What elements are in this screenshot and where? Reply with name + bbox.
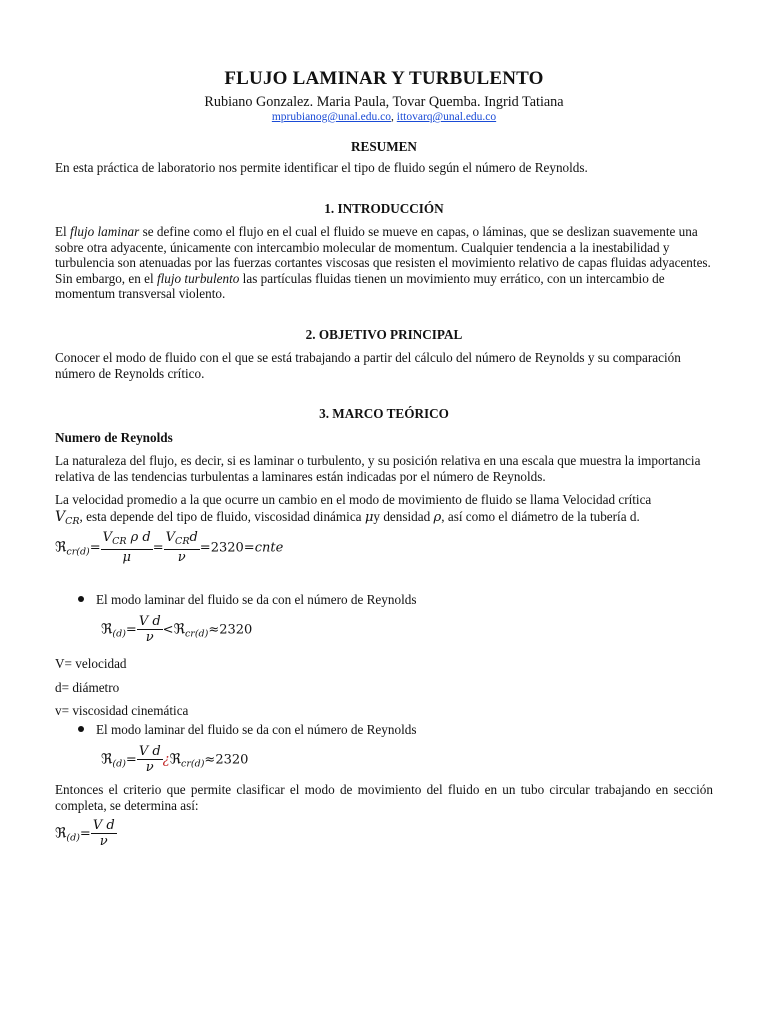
var-velocidad: V= velocidad (55, 656, 127, 671)
equation-reynolds-critical: ℜ$_{cr(d)}$= $\frac{V_{CR} \rho d}{\mu}$ = $\frac{V_{CR}d}{\nu}$ =2320=cnte (55, 530, 284, 565)
var-viscosidad: v= viscosidad cinemática (55, 703, 189, 718)
email-link-1[interactable]: mprubianog@unal.edu.co (271, 111, 392, 123)
paper-authors: Rubiano Gonzalez. Maria Paula, Tovar Quemba. Ingrid Tatiana (204, 94, 564, 110)
intro-paragraph: El flujo laminar se define como el flujo en el cual el fluido se mueve en capas, o láminas, que se deslizan suavemente una sobre otra adyacente, únicamente con intercambio molecular de momentum. Cualquier tendencia a la inestabilidad y turbulencia son atenuadas por las fuerzas cortantes viscosas que resisten el movimiento relativo de capas fluidas adyacentes. Sin embargo, en el flujo turbulento las partículas fluidas tienen un movimiento muy errático, con un intercambio de momentum transversal violento. (55, 224, 711, 302)
paper-title: FLUJO LAMINAR Y TURBULENTO (224, 68, 544, 89)
equation-reynolds: ℜ$_{(d)}$= $\frac{\text{V d}}{\nu}$ (55, 818, 115, 849)
marco-paragraph-3: Entonces el criterio que permite clasificar el modo de movimiento del fluido en un tubo circular trabajando en sección completa, se determina así: (55, 782, 713, 813)
symbol-mu: μ (364, 510, 374, 525)
symbol-v-cr: $V_{CR}$ (55, 509, 80, 527)
intro-heading: 1. INTRODUCCIÓN (324, 201, 444, 216)
term-flujo-laminar: flujo laminar (70, 224, 140, 239)
symbol-rho: ρ (433, 510, 442, 525)
term-flujo-turbulento: flujo turbulento (156, 270, 240, 286)
resumen-heading: RESUMEN (351, 139, 417, 154)
objetivo-heading: 2. OBJETIVO PRINCIPAL (305, 327, 463, 342)
author-emails (0, 111, 768, 123)
reynolds-subheading: Numero de Reynolds (55, 430, 173, 445)
bullet-dot (78, 596, 84, 602)
resumen-text: En esta práctica de laboratorio nos permite identificar el tipo de fluido según el número de Reynolds. (55, 160, 588, 175)
objetivo-text: Conocer el modo de fluido con el que se está trabajando a partir del cálculo del número de Reynolds y su comparación número de Reynolds crítico. (55, 350, 681, 381)
bullet-laminar-2: El modo laminar del fluido se da con el número de Reynolds (78, 722, 416, 738)
rendering-error-mark: ¿ (162, 752, 170, 768)
var-diametro: d= diámetro (55, 680, 120, 695)
bullet-laminar-1: El modo laminar del fluido se da con el número de Reynolds (78, 592, 416, 608)
email-link-2[interactable]: ittovarq@unal.edu.co (396, 111, 497, 123)
equation-laminar-2: ℜ$_{(d)}$= $\frac{\text{V d}}{\nu}$ ¿ℜ$_{cr(d)}$≈2320 (101, 744, 249, 775)
marco-heading: 3. MARCO TEÓRICO (319, 406, 449, 421)
marco-paragraph-1: La naturaleza del flujo, es decir, si es laminar o turbulento, y su posición relativa en una escala que muestra la importancia relativa de las tendencias turbulentas a laminares están indicadas por el número de Reynolds. (55, 453, 701, 484)
equation-laminar-1: ℜ$_{(d)}$= $\frac{\text{V d}}{\nu}$ <ℜ$_{cr(d)}$≈2320 (101, 614, 253, 645)
bullet-dot (78, 726, 84, 732)
marco-paragraph-2: La velocidad promedio a la que ocurre un cambio en el modo de movimiento de fluido se llama Velocidad crítica $V_{CR}$, esta depende del tipo de fluido, viscosidad dinámica μy densidad ρ, así como el diámetro de la tubería d. (55, 492, 652, 527)
email-separator: , (391, 111, 394, 123)
